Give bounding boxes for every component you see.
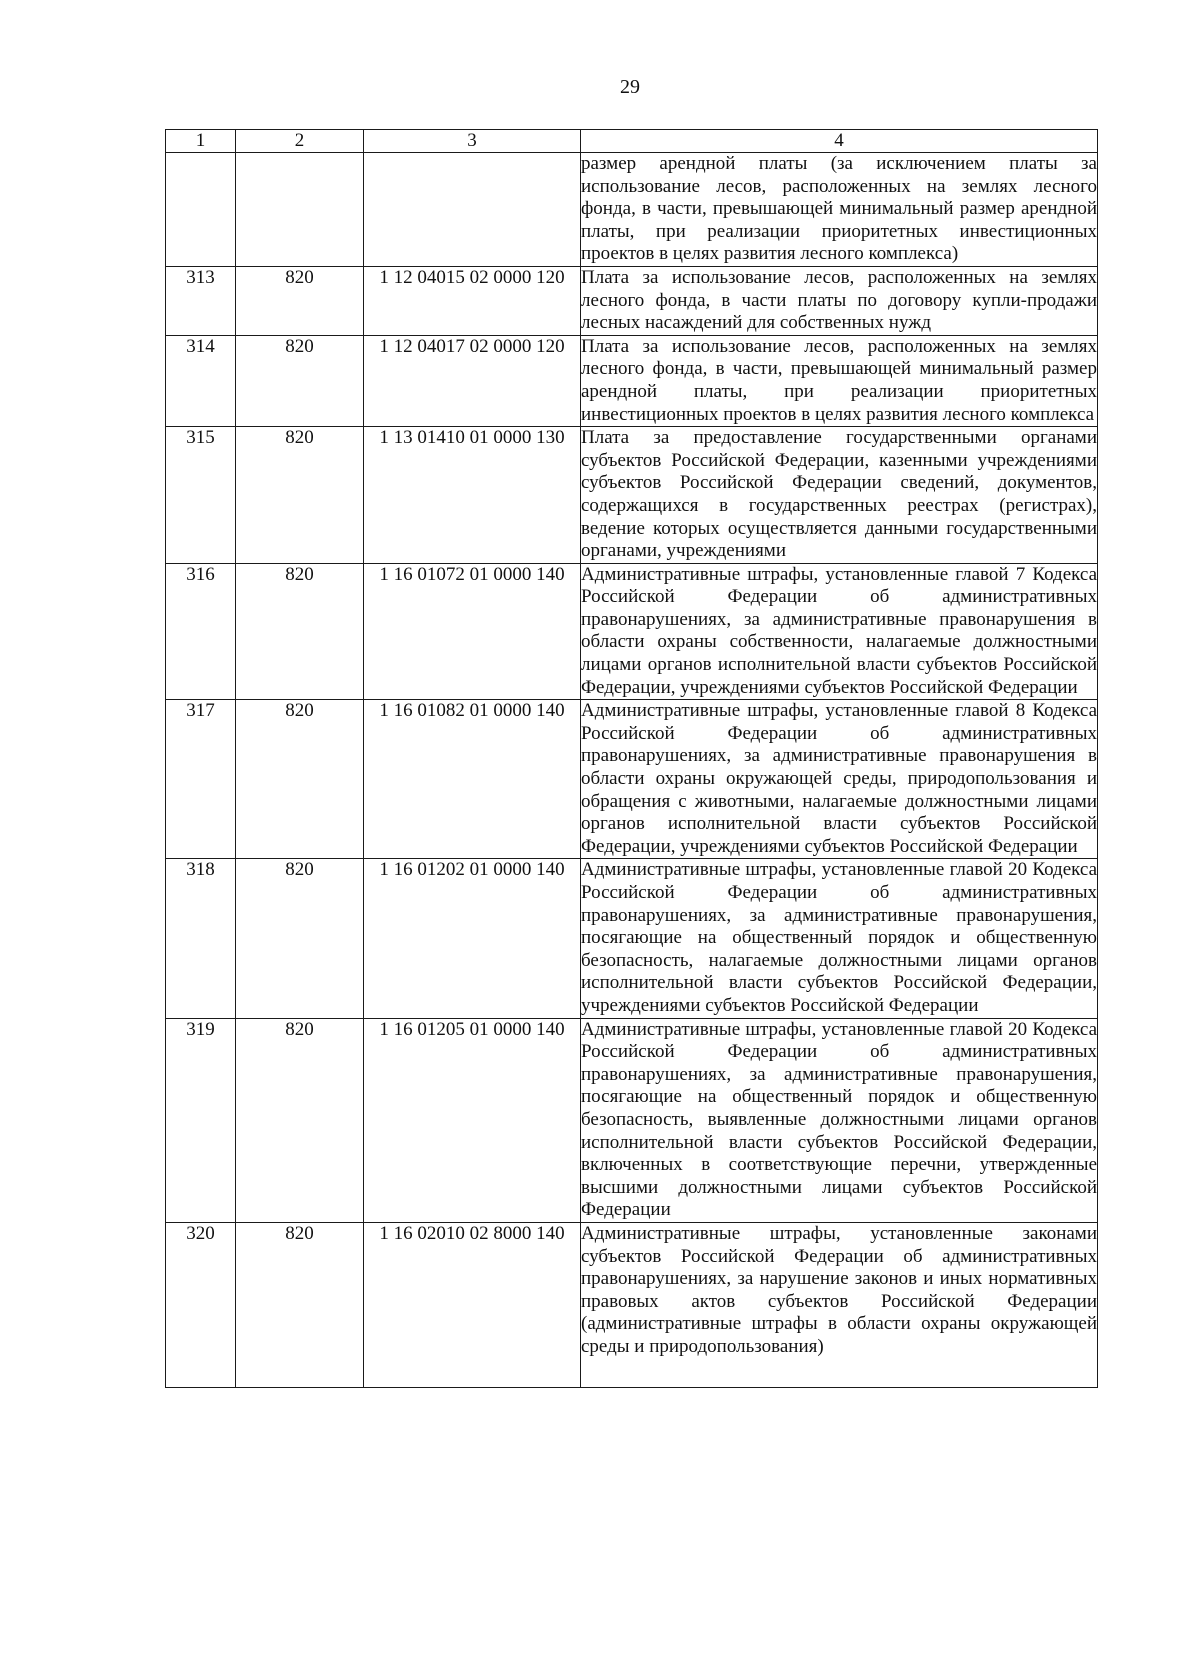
page-number: 29 xyxy=(620,76,640,98)
revenue-code-cell: 1 16 02010 02 8000 140 xyxy=(364,1222,581,1387)
administrator-code-cell: 820 xyxy=(236,335,364,426)
revenue-description-cell: Плата за предоставление государственными органами субъектов Российской Федерации, казенными учреждениями субъектов Российской Федерации сведений, документов, содержащихся в государственных реестрах (регистрах), ведение которых осуществляется данными государственными органами, учреждениями xyxy=(581,427,1098,564)
row-number-cell: 318 xyxy=(166,859,236,1018)
revenue-codes-table xyxy=(165,129,1098,1388)
administrator-code-cell: 820 xyxy=(236,563,364,700)
table-row xyxy=(166,700,1098,859)
table-row xyxy=(166,859,1098,1018)
revenue-description-cell: Административные штрафы, установленные главой 8 Кодекса Российской Федерации об административных правонарушениях, за административные правонарушения в области охраны окружающей среды, природопользования и обращения с животными, налагаемые должностными лицами органов исполнительной власти субъектов Российской Федерации, учреждениями субъектов Российской Федерации xyxy=(581,700,1098,859)
revenue-description-cell: Административные штрафы, установленные главой 20 Кодекса Российской Федерации об административных правонарушениях, за административные правонарушения, посягающие на общественный порядок и общественную безопасность, выявленные должностными лицами органов исполнительной власти субъектов Российской Федерации, включенных в соответствующие перечни, утвержденные высшими должностными лицами субъектов Российской Федерации xyxy=(581,1018,1098,1222)
table-row-continuation xyxy=(166,153,1098,267)
column-header-1: 1 xyxy=(166,130,236,153)
revenue-description-cell: Административные штрафы, установленные законами субъектов Российской Федерации об административных правонарушениях, за нарушение законов и иных нормативных правовых актов субъектов Российской Федерации (административные штрафы в области охраны окружающей среды и природопользования) xyxy=(581,1222,1098,1387)
revenue-description-cell: Административные штрафы, установленные главой 7 Кодекса Российской Федерации об административных правонарушениях, за административные правонарушения в области охраны собственности, налагаемые должностными лицами органов исполнительной власти субъектов Российской Федерации, учреждениями субъектов Российской Федерации xyxy=(581,563,1098,700)
revenue-code-cell: 1 16 01072 01 0000 140 xyxy=(364,563,581,700)
revenue-code-cell: 1 16 01082 01 0000 140 xyxy=(364,700,581,859)
row-number-cell: 314 xyxy=(166,335,236,426)
administrator-code-cell: 820 xyxy=(236,859,364,1018)
table-row xyxy=(166,335,1098,426)
table-row xyxy=(166,1222,1098,1387)
revenue-description-cell: Плата за использование лесов, расположенных на землях лесного фонда, в части платы по договору купли-продажи лесных насаждений для собственных нужд xyxy=(581,266,1098,335)
table-header-row xyxy=(166,130,1098,153)
revenue-code-cell xyxy=(364,153,581,267)
revenue-description-cell: размер арендной платы (за исключением платы за использование лесов, расположенных на землях лесного фонда, в части, превышающей минимальный размер арендной платы, при реализации приоритетных инвестиционных проектов в целях развития лесного комплекса) xyxy=(581,153,1098,267)
row-number-cell: 320 xyxy=(166,1222,236,1387)
administrator-code-cell: 820 xyxy=(236,1222,364,1387)
administrator-code-cell: 820 xyxy=(236,1018,364,1222)
row-number-cell: 316 xyxy=(166,563,236,700)
revenue-code-cell: 1 16 01205 01 0000 140 xyxy=(364,1018,581,1222)
revenue-description-cell: Административные штрафы, установленные главой 20 Кодекса Российской Федерации об административных правонарушениях, за административные правонарушения, посягающие на общественный порядок и общественную безопасность, налагаемые должностными лицами органов исполнительной власти субъектов Российской Федерации, учреждениями субъектов Российской Федерации xyxy=(581,859,1098,1018)
row-number-cell: 315 xyxy=(166,427,236,564)
administrator-code-cell: 820 xyxy=(236,266,364,335)
table-row xyxy=(166,266,1098,335)
revenue-code-cell: 1 12 04017 02 0000 120 xyxy=(364,335,581,426)
column-header-3: 3 xyxy=(364,130,581,153)
table-row xyxy=(166,427,1098,564)
administrator-code-cell xyxy=(236,153,364,267)
row-number-cell: 317 xyxy=(166,700,236,859)
revenue-description-cell: Плата за использование лесов, расположенных на землях лесного фонда, в части, превышающей минимальный размер арендной платы, при реализации приоритетных инвестиционных проектов в целях развития лесного комплекса xyxy=(581,335,1098,426)
administrator-code-cell: 820 xyxy=(236,427,364,564)
row-number-cell: 319 xyxy=(166,1018,236,1222)
revenue-code-cell: 1 13 01410 01 0000 130 xyxy=(364,427,581,564)
revenue-code-cell: 1 12 04015 02 0000 120 xyxy=(364,266,581,335)
administrator-code-cell: 820 xyxy=(236,700,364,859)
table-row xyxy=(166,1018,1098,1222)
revenue-code-cell: 1 16 01202 01 0000 140 xyxy=(364,859,581,1018)
table-row xyxy=(166,563,1098,700)
column-header-4: 4 xyxy=(581,130,1098,153)
row-number-cell: 313 xyxy=(166,266,236,335)
column-header-2: 2 xyxy=(236,130,364,153)
row-number-cell xyxy=(166,153,236,267)
